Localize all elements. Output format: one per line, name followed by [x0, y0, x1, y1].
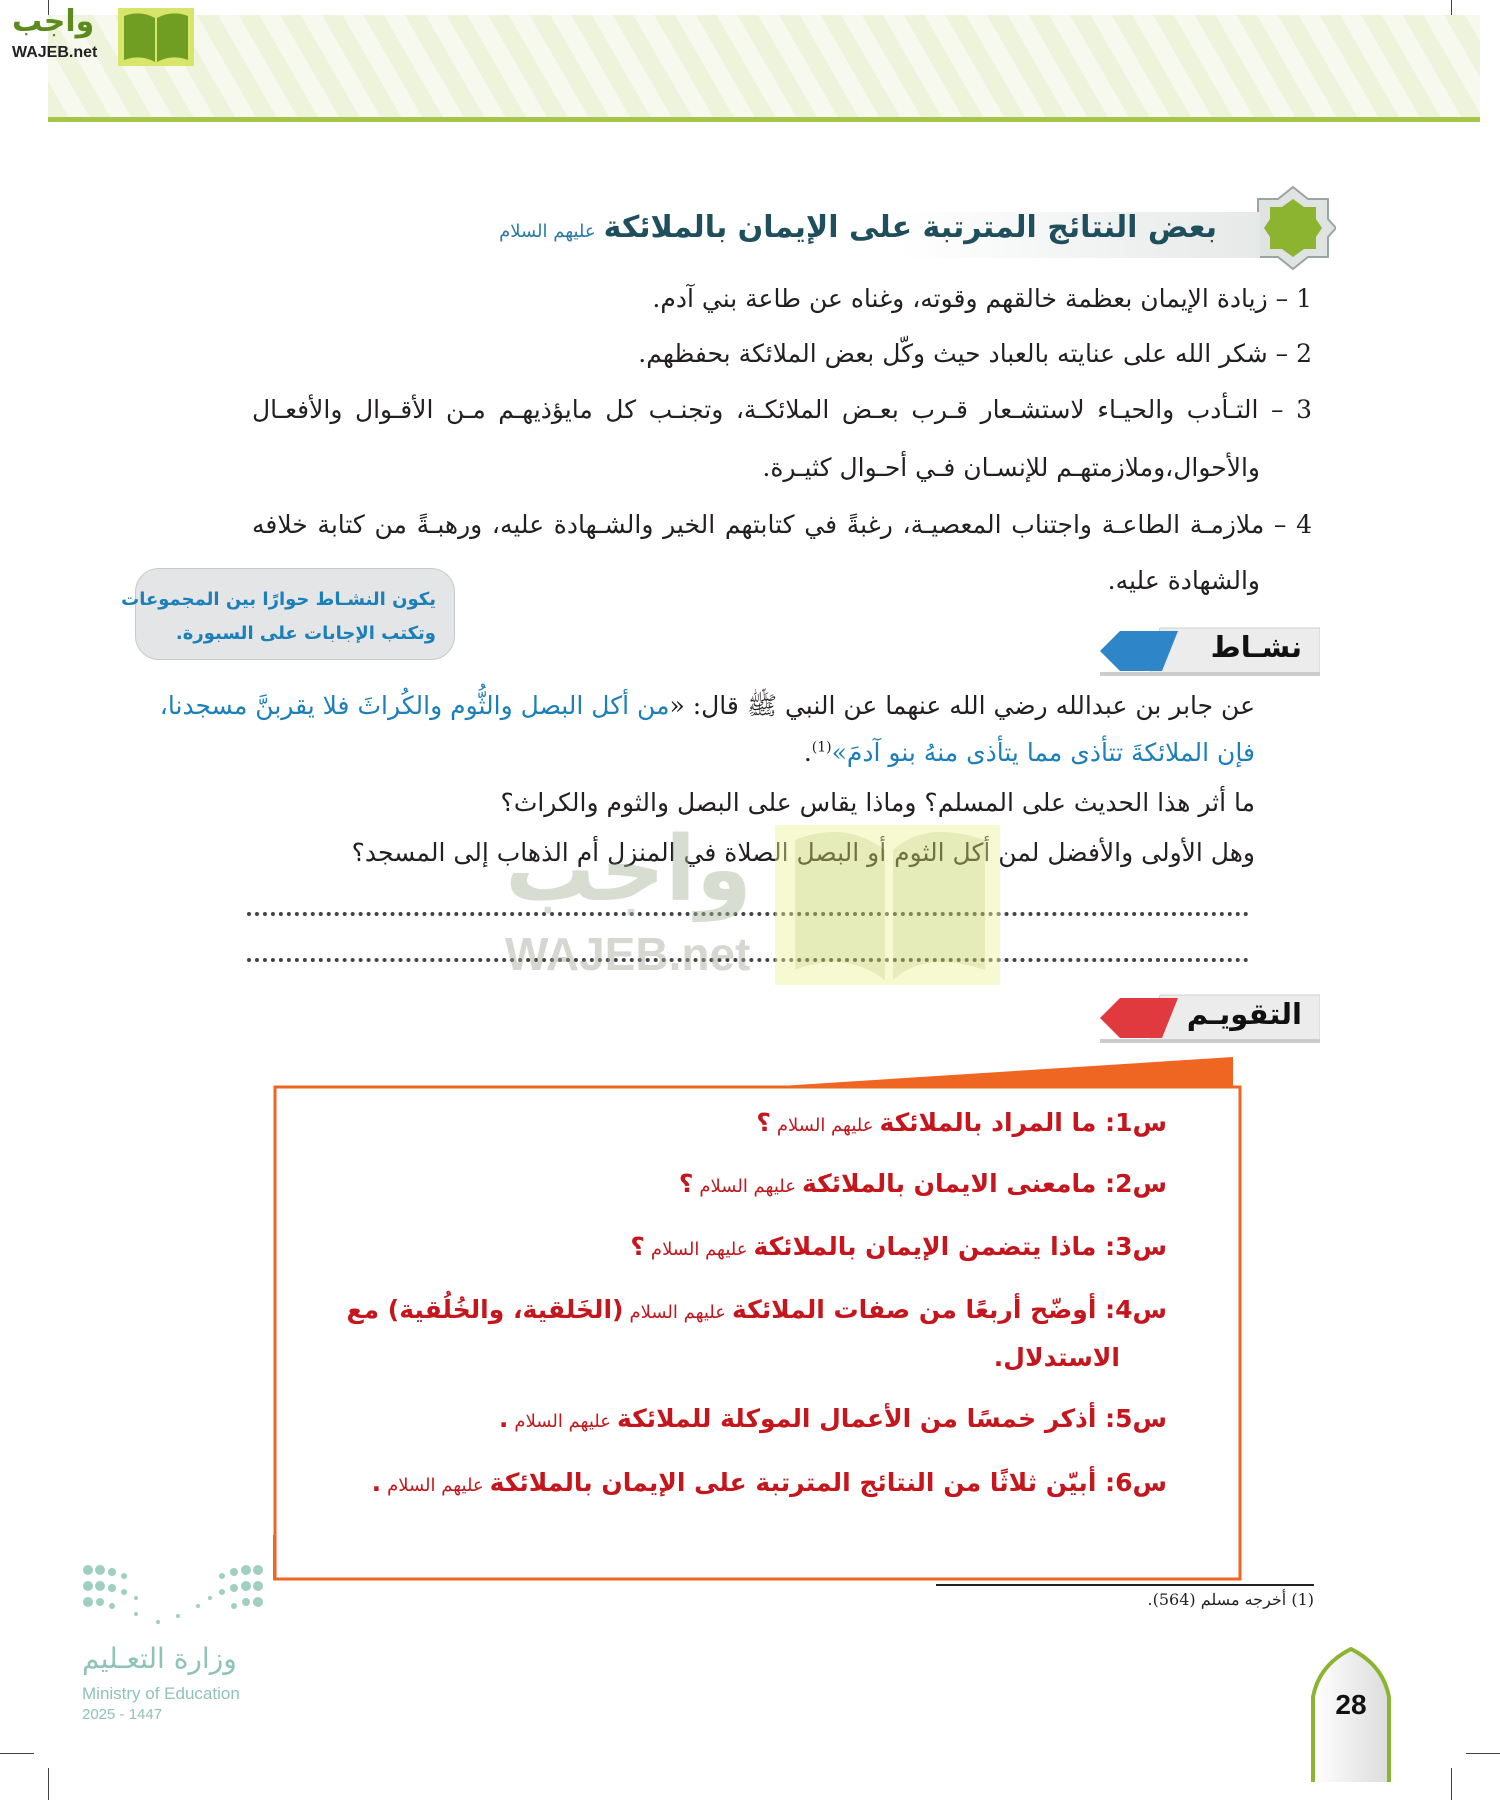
- result-item: 3 – التـأدب والحيـاء لاستشـعار قـرب بعـض الملائكـة، وتجنـب كل مايؤذيهـم مـن الأقـوال والأفعـال: [252, 395, 1312, 424]
- evaluation-question: س5: أذكر خمسًا من الأعمال الموكلة للملائكةعليهم السلام.: [498, 1404, 1167, 1433]
- logo-latin: WAJEB.net: [12, 44, 98, 61]
- activity-label: نشـاط: [1210, 630, 1302, 664]
- ministry-dots-icon: [78, 1560, 268, 1640]
- ministry-logo: [78, 1560, 278, 1730]
- result-item: 4 – ملازمـة الطاعـة واجتناب المعصيـة، رغبةً في كتابتهم الخير والشـهادة عليه، ورهبـةً من كتابة خلافه: [252, 510, 1312, 539]
- hadith-text: من أكل البصل والثُّوم والكُراثَ فلا يقربنَّ مسجدنا،: [159, 691, 670, 720]
- page-number: 28: [1335, 1689, 1367, 1720]
- footnote-ref: (1): [811, 739, 832, 756]
- honorific: عليهم السلام: [499, 221, 596, 242]
- crop-mark: [48, 1768, 49, 1800]
- octagon-ornament-icon: [1250, 185, 1336, 271]
- decorative-header-band: [48, 15, 1480, 122]
- hadith-intro: عن جابر بن عبدالله رضي الله عنهما عن النبي ﷺ قال: «: [669, 691, 1255, 720]
- answer-line[interactable]: [247, 912, 1249, 916]
- svg-text:WAJEB.net: WAJEB.net: [505, 928, 751, 980]
- wajeb-logo[interactable]: [8, 4, 193, 66]
- footnote-divider: [936, 1584, 1314, 1586]
- svg-text:واجب: واجب: [505, 820, 752, 922]
- hadith-line-1: [160, 690, 1255, 727]
- evaluation-question: س2: مامعنى الايمان بالملائكةعليهم السلام؟: [678, 1169, 1167, 1198]
- result-item-continued: والأحوال،وملازمتهـم للإنسـان فـي أحـوال كثيـرة.: [762, 453, 1260, 482]
- hadith-end: .: [803, 738, 812, 767]
- activity-question: وهل الأولى والأفضل لمن أكل الثوم أو البصل الصلاة في المنزل أم الذهاب إلى المسجد؟: [351, 838, 1255, 867]
- result-item: 1 – زيادة الإيمان بعظمة خالقهم وقوته، وغناه عن طاعة بني آدم.: [652, 284, 1312, 313]
- evaluation-label: التقويـم: [1186, 997, 1302, 1031]
- hadith-text: فإن الملائكةَ تتأذى مما يتأذى منهُ بنو آدمَ»: [831, 738, 1255, 767]
- evaluation-question: س4: أوضّح أربعًا من صفات الملائكةعليهم السلام(الخَلقية، والخُلُقية) مع: [346, 1295, 1167, 1324]
- crop-mark: [1451, 1768, 1452, 1800]
- result-item: 2 – شكر الله على عنايته بالعباد حيث وكّل بعض الملائكة بحفظهم.: [638, 339, 1312, 368]
- ministry-year: 2025 - 1447: [82, 1706, 163, 1723]
- ministry-arabic: وزارة التعـليم: [82, 1642, 237, 1675]
- crop-mark: [0, 1753, 34, 1754]
- section-title-text: بعض النتائج المترتبة على الإيمان بالملائكة: [603, 210, 1217, 245]
- teacher-note: [121, 568, 455, 660]
- evaluation-question-continued: الاستدلال.: [993, 1343, 1120, 1372]
- evaluation-question: س6: أبيّن ثلاثًا من النتائج المترتبة على الإيمان بالملائكةعليهم السلام.: [371, 1468, 1167, 1497]
- section-title: [499, 210, 1217, 245]
- result-item-continued: والشهادة عليه.: [1107, 566, 1260, 595]
- answer-line[interactable]: [247, 958, 1249, 962]
- evaluation-tag: [1100, 993, 1320, 1043]
- footnote: (1) أخرجه مسلم (564).: [1147, 1590, 1314, 1609]
- activity-tag: [1100, 626, 1320, 676]
- note-line: وتكتب الإجابات على السبورة.: [175, 623, 436, 644]
- ministry-english: Ministry of Education: [82, 1684, 240, 1703]
- evaluation-question: س1: ما المراد بالملائكةعليهم السلام؟: [756, 1108, 1167, 1137]
- book-icon: [118, 8, 194, 66]
- page-number-tab: [1309, 1647, 1393, 1782]
- activity-question: ما أثر هذا الحديث على المسلم؟ وماذا يقاس على البصل والثوم والكراث؟: [500, 788, 1255, 817]
- hadith-line-2: [804, 738, 1255, 767]
- logo-arabic: واجب: [12, 4, 95, 39]
- crop-mark: [1466, 1753, 1500, 1754]
- note-line: يكون النشـاط حوارًا بين المجموعات: [121, 589, 436, 610]
- evaluation-question: س3: ماذا يتضمن الإيمان بالملائكةعليهم السلام؟: [630, 1232, 1167, 1261]
